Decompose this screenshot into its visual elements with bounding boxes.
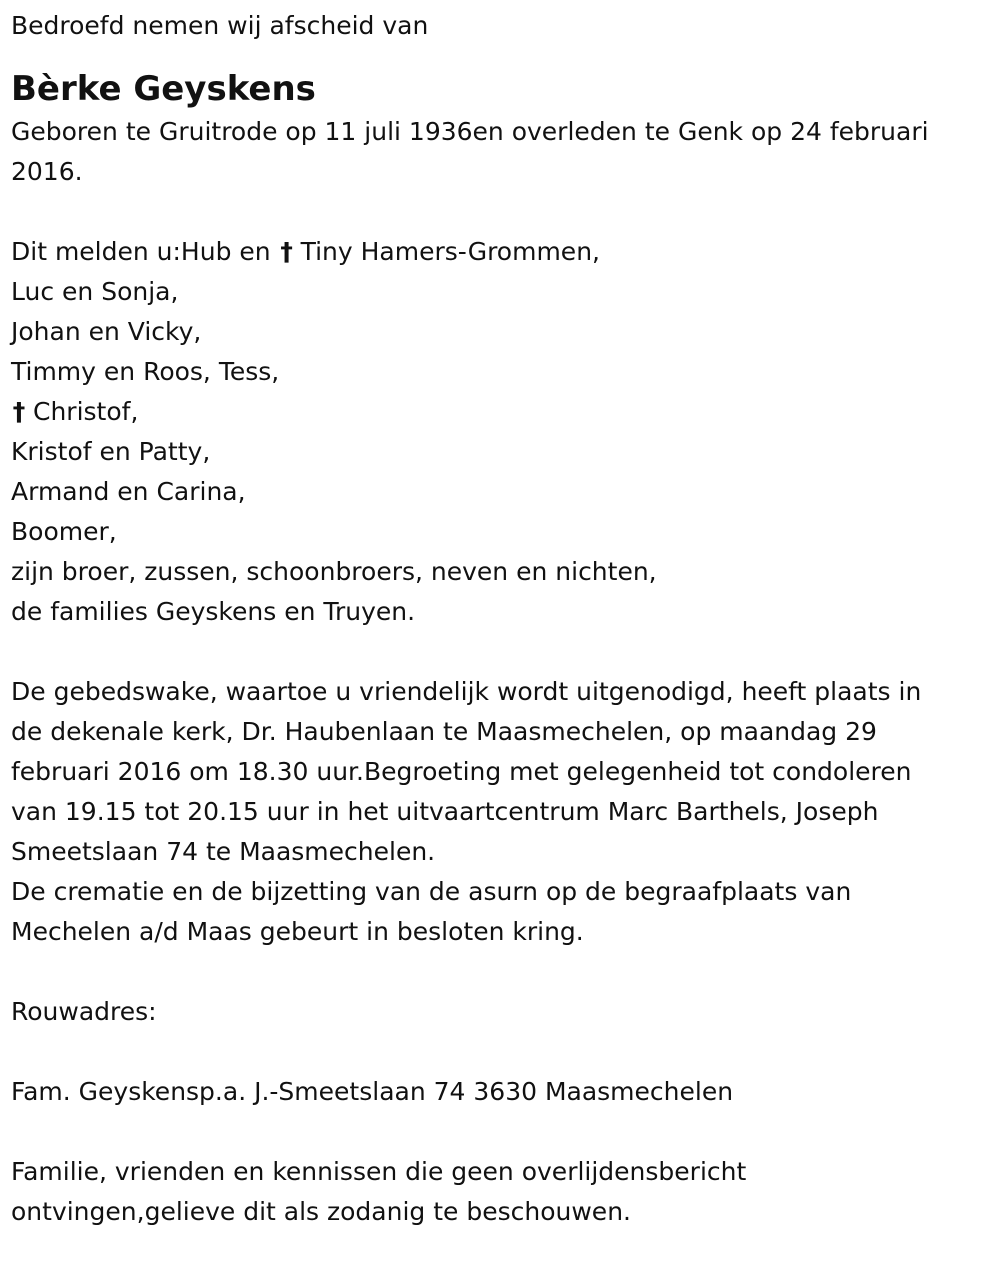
family-line-8: Boomer, xyxy=(11,517,117,546)
intro-text: Bedroefd nemen wij afscheid van xyxy=(11,11,429,40)
family-line-5 xyxy=(11,392,990,432)
ceremony-line-6: De crematie en de bijzetting van de asurn op de begraafplaats van xyxy=(11,877,852,906)
address-label: Rouwadres: xyxy=(11,997,157,1026)
cross-icon: † xyxy=(280,237,293,266)
ceremony-line-5: Smeetslaan 74 te Maasmechelen. xyxy=(11,837,436,866)
family-line-4: Timmy en Roos, Tess, xyxy=(11,357,280,386)
birth-death-info xyxy=(11,112,990,192)
ceremony-info xyxy=(11,672,990,952)
family-line-1 xyxy=(11,232,990,272)
spacer xyxy=(11,952,990,992)
family-list xyxy=(11,232,990,632)
ceremony-line-3: februari 2016 om 18.30 uur.Begroeting met gelegenheid tot condoleren xyxy=(11,757,912,786)
family-line-6: Kristof en Patty, xyxy=(11,437,211,466)
cross-icon: † xyxy=(12,397,26,426)
address-value: Fam. Geyskensp.a. J.-Smeetslaan 74 3630 Maasmechelen xyxy=(11,1077,734,1106)
spacer xyxy=(11,1112,990,1152)
family-line-3: Johan en Vicky, xyxy=(11,317,202,346)
family-line-9: zijn broer, zussen, schoonbroers, neven en nichten, xyxy=(11,557,657,586)
closing-line-1: Familie, vrienden en kennissen die geen overlijdensbericht xyxy=(11,1157,747,1186)
birth-line-1: Geboren te Gruitrode op 11 juli 1936en overleden te Genk op 24 februari xyxy=(11,117,929,146)
closing-note xyxy=(11,1152,990,1232)
family-line-7: Armand en Carina, xyxy=(11,477,246,506)
spacer xyxy=(11,192,990,232)
closing-line-2: ontvingen,gelieve dit als zodanig te beschouwen. xyxy=(11,1197,631,1226)
ceremony-line-7: Mechelen a/d Maas gebeurt in besloten kring. xyxy=(11,917,584,946)
spacer xyxy=(11,632,990,672)
ceremony-line-2: de dekenale kerk, Dr. Haubenlaan te Maasmechelen, op maandag 29 xyxy=(11,717,877,746)
birth-line-2: 2016. xyxy=(11,157,83,186)
family-line-1-prefix: Dit melden u:Hub en xyxy=(11,237,271,266)
ceremony-line-4: van 19.15 tot 20.15 uur in het uitvaartcentrum Marc Barthels, Joseph xyxy=(11,797,879,826)
spacer xyxy=(11,1032,990,1072)
family-line-5-text: Christof, xyxy=(33,397,139,426)
family-line-10: de families Geyskens en Truyen. xyxy=(11,597,416,626)
deceased-name: Bèrke Geyskens xyxy=(11,69,316,109)
family-line-1-suffix: Tiny Hamers-Grommen, xyxy=(300,237,600,266)
family-line-2: Luc en Sonja, xyxy=(11,277,179,306)
ceremony-line-1: De gebedswake, waartoe u vriendelijk wordt uitgenodigd, heeft plaats in xyxy=(11,677,922,706)
